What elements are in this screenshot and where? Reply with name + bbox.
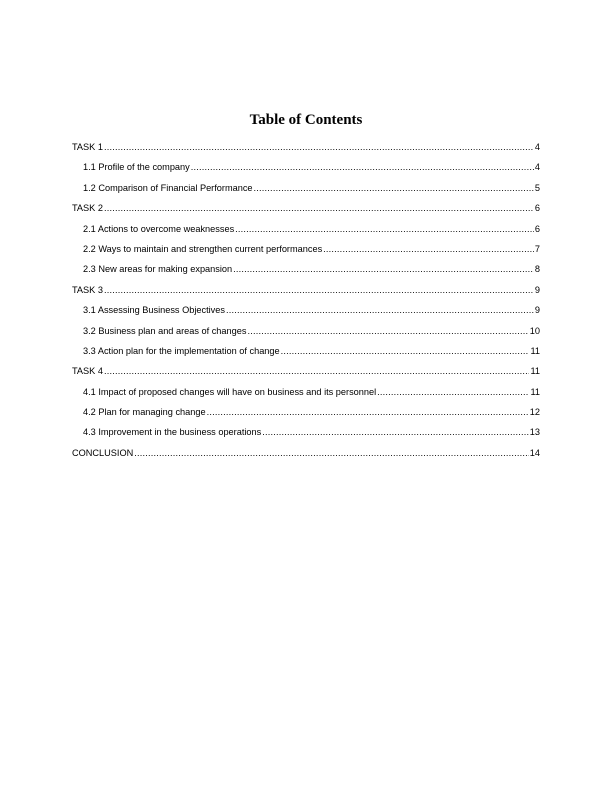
toc-list [72, 141, 540, 467]
toc-entry-title: 1.2 Comparison of Financial Performance [83, 182, 253, 193]
toc-page-number: 11 [530, 345, 540, 356]
toc-entry-title: TASK 2 [72, 203, 103, 214]
toc-entry-title: 2.3 New areas for making expansion [83, 264, 233, 275]
toc-dot-leader [104, 141, 534, 153]
toc-section-link[interactable] [72, 202, 540, 222]
toc-page-number: 13 [529, 427, 540, 438]
toc-page-number: 6 [534, 223, 540, 234]
toc-page-number: 4 [534, 162, 540, 173]
toc-page-number: 4 [534, 142, 540, 152]
toc-page-number: 10 [529, 325, 540, 336]
toc-page-number: 9 [534, 305, 540, 316]
toc-page-number: 5 [534, 182, 540, 193]
toc-page-number: 11 [530, 366, 540, 377]
toc-entry-title: TASK 4 [72, 366, 103, 377]
toc-entry-title: 2.1 Actions to overcome weaknesses [83, 223, 235, 234]
toc-section-link[interactable] [72, 284, 540, 304]
toc-page-number: 7 [534, 243, 540, 254]
toc-dot-leader [262, 426, 529, 438]
toc-subsection-link[interactable] [72, 406, 540, 426]
toc-entry-title: TASK 3 [72, 284, 103, 295]
toc-subsection-link[interactable] [72, 182, 540, 202]
toc-entry-title: 3.2 Business plan and areas of changes [83, 325, 247, 336]
toc-page-number: 12 [529, 407, 540, 418]
toc-dot-leader [377, 386, 529, 398]
toc-entry-title: 2.2 Ways to maintain and strengthen current performances [83, 243, 323, 254]
toc-subsection-link[interactable] [72, 161, 540, 181]
toc-page-number: 8 [534, 264, 540, 275]
toc-page-number: 9 [534, 284, 540, 295]
toc-dot-leader [323, 243, 534, 255]
toc-entry-title: TASK 1 [72, 142, 103, 152]
toc-entry-title: 4.2 Plan for managing change [83, 407, 206, 418]
toc-entry-title: 1.1 Profile of the company [83, 162, 190, 173]
toc-subsection-link[interactable] [72, 426, 540, 446]
toc-dot-leader [104, 365, 529, 377]
toc-page-number: 14 [529, 447, 540, 458]
toc-page-number: 6 [534, 203, 540, 214]
toc-subsection-link[interactable] [72, 223, 540, 243]
toc-section-link[interactable] [72, 141, 540, 161]
toc-entry-title: CONCLUSION [72, 447, 134, 458]
toc-entry-title: 4.3 Improvement in the business operations [83, 427, 262, 438]
toc-page-number: 11 [530, 386, 540, 397]
toc-dot-leader [233, 263, 534, 275]
toc-section-link[interactable] [72, 365, 540, 385]
toc-subsection-link[interactable] [72, 304, 540, 324]
toc-dot-leader [104, 202, 534, 214]
toc-dot-leader [226, 304, 534, 316]
toc-title: Table of Contents [249, 112, 363, 128]
toc-subsection-link[interactable] [72, 386, 540, 406]
toc-subsection-link[interactable] [72, 345, 540, 365]
toc-subsection-link[interactable] [72, 263, 540, 283]
toc-entry-title: 3.1 Assessing Business Objectives [83, 305, 225, 316]
toc-entry-title: 3.3 Action plan for the implementation of change [83, 345, 280, 356]
toc-subsection-link[interactable] [72, 325, 540, 345]
toc-entry-title: 4.1 Impact of proposed changes will have on business and its personnel [83, 386, 377, 397]
toc-subsection-link[interactable] [72, 243, 540, 263]
toc-dot-leader [207, 406, 529, 418]
toc-dot-leader [281, 345, 530, 357]
toc-dot-leader [247, 325, 528, 337]
toc-dot-leader [254, 182, 534, 194]
toc-section-link[interactable] [72, 447, 540, 467]
toc-dot-leader [134, 447, 529, 459]
toc-dot-leader [235, 223, 534, 235]
toc-dot-leader [191, 161, 534, 173]
toc-dot-leader [104, 284, 534, 296]
